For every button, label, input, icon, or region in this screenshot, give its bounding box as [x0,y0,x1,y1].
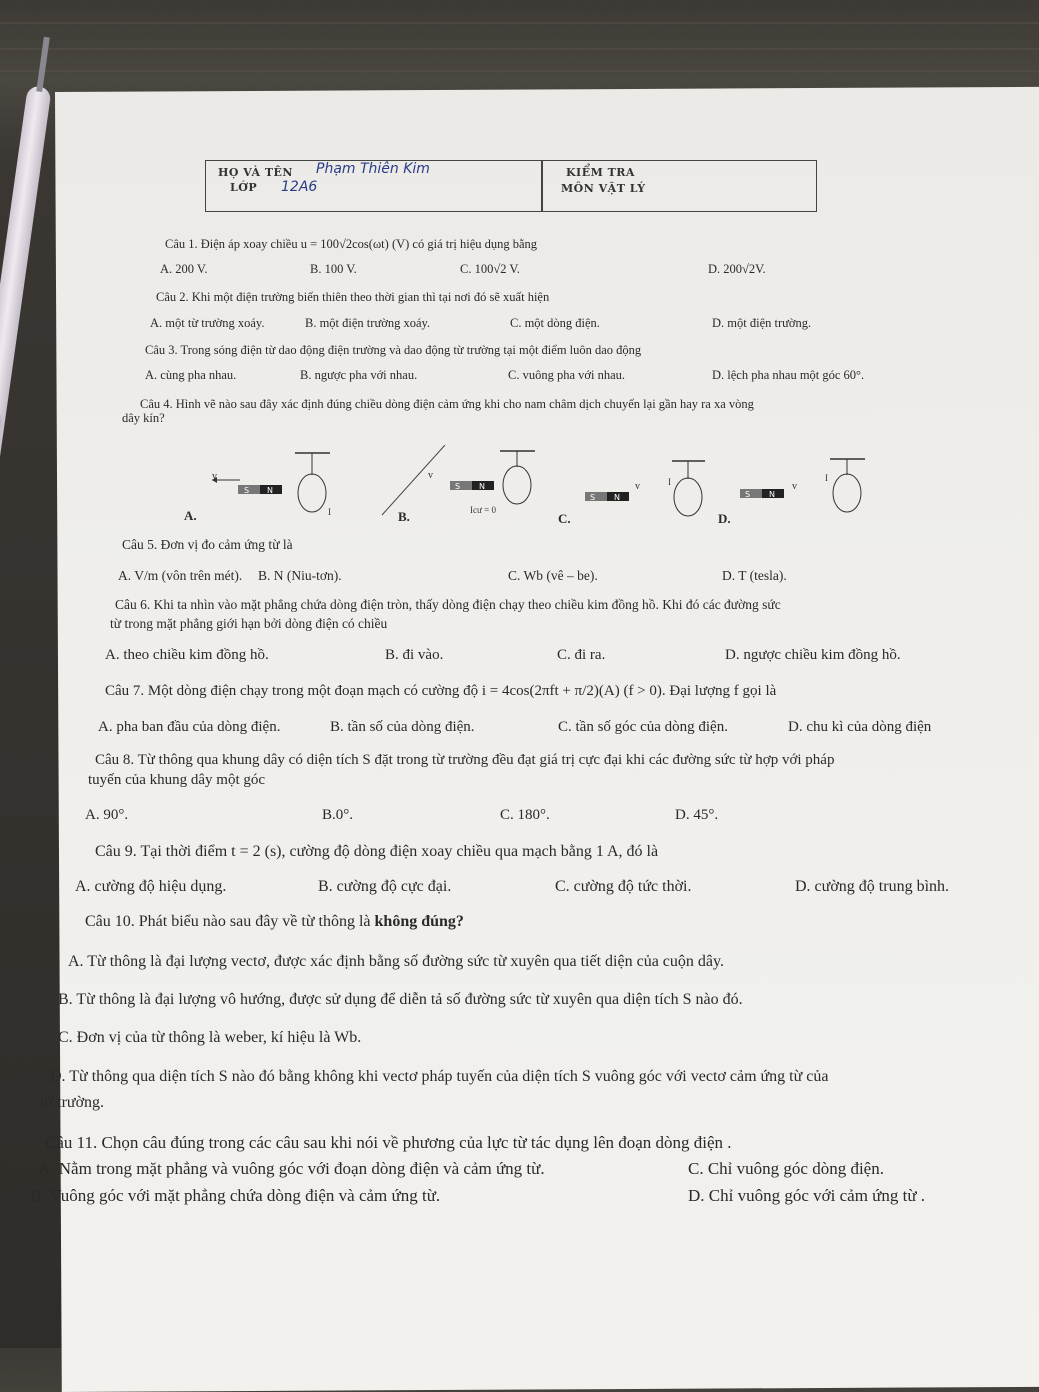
q9-option-d: D. cường độ trung bình. [795,878,950,895]
q4-label-d: D. [718,511,731,526]
q4-b-v: v [428,470,433,481]
q1-stem: Câu 1. Điện áp xoay chiều u = 100√2cos(ωt) (V) có giá trị hiệu dụng bằng [165,237,538,251]
q6-option-a: A. theo chiều kim đồng hồ. [105,647,269,663]
name-value: Phạm Thiên Kim [316,161,430,177]
q3-option-c: C. vuông pha với nhau. [508,368,626,382]
q4-stem-line2: dây kín? [122,411,165,425]
q4-c-icu: I [668,477,671,487]
q8-stem-line1: Câu 8. Từ thông qua khung dây có diện tích S đặt trong từ trường đều đạt giá trị cực đại khi các đường sức từ hợp với pháp [95,752,835,768]
q7-option-d: D. chu kì của dòng điện [788,719,932,735]
q4-a-icu: I [328,507,331,517]
q9-stem: Câu 9. Tại thời điểm t = 2 (s), cường độ dòng điện xoay chiều qua mạch bằng 1 A, đó là [95,843,659,860]
q5-stem: Câu 5. Đơn vị đo cảm ứng từ là [122,537,293,552]
pen-clip [0,412,1,533]
q4-d-n: N [769,490,775,499]
q3-stem: Câu 3. Trong sóng điện từ dao động điện trường và dao động từ trường tại một điểm luôn dao động [145,343,642,357]
q1-option-b: B. 100 V. [310,262,357,276]
q5-option-a: A. V/m (vôn trên mét). [118,568,243,583]
q10-option-d-line1: D. Từ thông qua diện tích S nào đó bằng không khi vectơ pháp tuyến của diện tích S vuông góc với vectơ cảm ứng từ của [50,1068,829,1085]
q7-option-b: B. tần số của dòng điện. [330,719,475,735]
q4-stem-line1: Câu 4. Hình vẽ nào sau đây xác định đúng chiều dòng điện cảm ứng khi cho nam châm dịch chuyển lại gần hay ra xa vòng [140,397,754,411]
test-title: KIỂM TRA [566,166,635,179]
subject-title: MÔN VẬT LÝ [561,182,646,195]
q2-option-b: B. một điện trường xoáy. [305,316,431,330]
q4-c-v: v [635,481,640,492]
q4-figures [170,445,910,530]
q4-d-v: v [792,481,797,492]
q7-option-c: C. tần số góc của dòng điện. [558,719,728,735]
q9-option-a: A. cường độ hiệu dụng. [75,878,227,895]
q6-stem-line1: Câu 6. Khi ta nhìn vào mặt phẳng chứa dòng điện tròn, thấy dòng điện chạy theo chiều kim đồng hồ. Khi đó các đường sức [115,597,781,612]
q4-d-s: S [745,490,751,499]
q2-option-d: D. một điện trường. [712,316,812,330]
q8-option-d: D. 45°. [675,807,719,823]
q4-figure-a [212,453,330,512]
q11-stem: Câu 11. Chọn câu đúng trong các câu sau khi nói về phương của lực từ tác dụng lên đoạn dòng điện . [45,1133,732,1152]
q10-option-a: A. Từ thông là đại lượng vectơ, được xác định bằng số đường sức từ xuyên qua tiết diện của cuộn dây. [68,953,724,970]
q1-option-a: A. 200 V. [160,262,208,276]
q3-option-b: B. ngược pha với nhau. [300,368,418,382]
q5-option-d: D. T (tesla). [722,568,787,583]
q4-label-c: C. [558,511,571,526]
q10-stem-emphasis: không đúng? [374,913,464,930]
q6-option-b: B. đi vào. [385,647,444,663]
q4-label-b: B. [398,509,410,524]
q11-option-d: D. Chỉ vuông góc với cảm ứng từ . [688,1186,926,1205]
q4-label-a: A. [184,508,197,523]
q10-option-b: B. Từ thông là đại lượng vô hướng, được sử dụng để diễn tả số đường sức từ xuyên qua diện tích S nào đó. [58,991,743,1008]
q4-a-n: N [267,486,273,495]
q2-option-a: A. một từ trường xoáy. [150,316,265,330]
class-label: LỚP [230,181,258,194]
q11-option-c: C. Chỉ vuông góc dòng điện. [688,1159,884,1178]
q8-option-a: A. 90°. [85,807,129,823]
q3-option-d: D. lệch pha nhau một góc 60°. [712,368,865,382]
name-label: HỌ VÀ TÊN [218,166,293,179]
class-value: 12A6 [281,179,318,195]
q8-stem-line2: tuyến của khung dây một góc [88,772,266,788]
q10-stem: Câu 10. Phát biểu nào sau đây về từ thông là không đúng? [85,913,464,930]
q6-stem-line2: từ trong mặt phẳng giới hạn bởi dòng điện có chiều [110,616,388,631]
q9-option-c: C. cường độ tức thời. [555,878,692,895]
q5-option-b: B. N (Niu-tơn). [258,568,342,583]
q4-b-icu-zero: Icư = 0 [470,505,496,515]
q7-stem: Câu 7. Một dòng điện chạy trong một đoạn mạch có cường độ i = 4cos(2πft + π/2)(A) (f > 0). Đại lượng f gọi là [105,683,777,699]
q2-option-c: C. một dòng điện. [510,316,600,330]
q6-option-d: D. ngược chiều kim đồng hồ. [725,647,901,663]
pen-tip [36,37,50,92]
q4-d-icu: I [825,473,828,483]
header-box [205,160,817,212]
q4-b-n: N [479,482,485,491]
header-divider [541,161,543,211]
q2-stem: Câu 2. Khi một điện trường biến thiên theo thời gian thì tại nơi đó sẽ xuất hiện [156,290,550,304]
pen [0,85,52,564]
q11-option-a: A. Nằm trong mặt phẳng và vuông góc với đoạn dòng điện và cảm ứng từ. [38,1159,545,1178]
q4-b-s: S [455,482,461,491]
q4-c-n: N [614,493,620,502]
q11-option-b: B. Vuông góc với mặt phẳng chứa dòng điện và cảm ứng từ. [30,1186,441,1205]
q4-a-v: v [212,471,217,482]
q9-option-b: B. cường độ cực đại. [318,878,452,895]
q1-option-d: D. 200√2V. [708,262,766,276]
q8-option-c: C. 180°. [500,807,550,823]
q5-option-c: C. Wb (vê – be). [508,568,598,583]
q1-option-c: C. 100√2 V. [460,262,520,276]
q7-option-a: A. pha ban đầu của dòng điện. [98,719,281,735]
q10-option-d-line2: từ trường. [40,1094,105,1111]
q10-option-c: C. Đơn vị của từ thông là weber, kí hiệu là Wb. [58,1029,362,1046]
q4-c-s: S [590,493,596,502]
q4-a-s: S [244,486,250,495]
q3-option-a: A. cùng pha nhau. [145,368,237,382]
q8-option-b: B.0°. [322,807,354,823]
q6-option-c: C. đi ra. [557,647,606,663]
